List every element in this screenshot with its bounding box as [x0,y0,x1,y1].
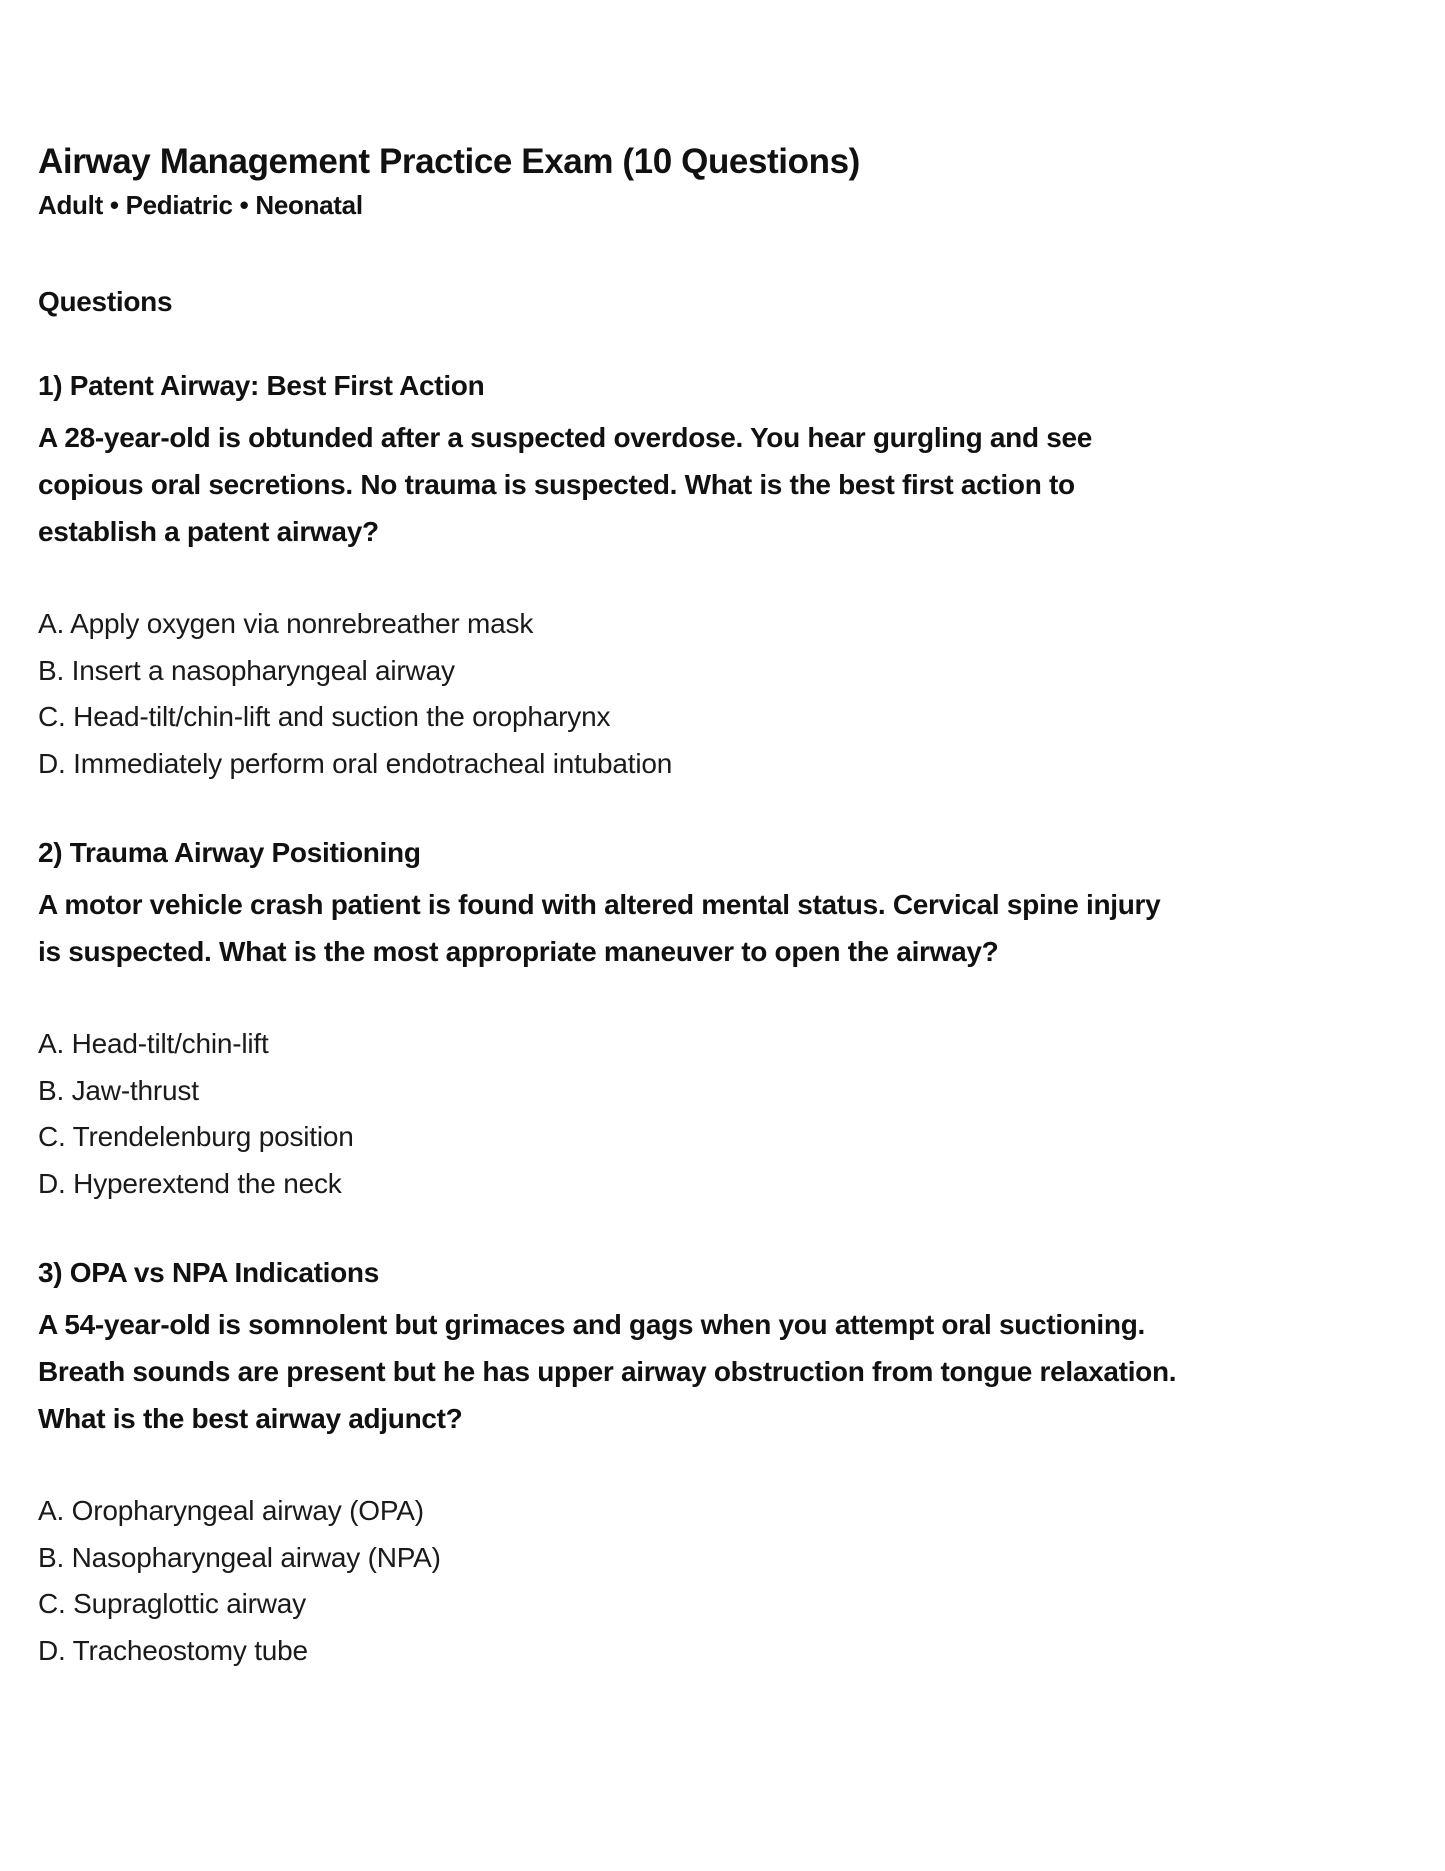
question-3-option-c: C. Supraglottic airway [38,1588,306,1619]
question-1-body: A 28-year-old is obtunded after a suspected overdose. You hear gurgling and see copious oral secretions. No trauma is suspected. What is the best first action to establish a patent airway? [38,422,1093,547]
page-title: Airway Management Practice Exam (10 Questions) [38,142,860,181]
question-block-3 [38,1255,1385,1674]
question-3-option-d: D. Tracheostomy tube [38,1634,308,1666]
question-1-heading: 1) Patent Airway: Best First Action [38,370,485,401]
question-1-options [38,601,1385,787]
question-1-option-c: C. Head-tilt/chin-lift and suction the oropharynx [38,701,611,732]
question-3-body: A 54-year-old is somnolent but grimaces and gags when you attempt oral suctioning. Breath sounds are present but he has upper airway obstruction from tongue relaxation. What is the best airway adjunct? [38,1309,1177,1434]
question-1-option-a: A. Apply oxygen via nonrebreather mask [38,608,534,639]
page-subtitle: Adult • Pediatric • Neonatal [38,190,363,220]
question-3-option-a: A. Oropharyngeal airway (OPA) [38,1495,424,1526]
questions-section-heading: Questions [38,286,173,317]
question-2-heading: 2) Trauma Airway Positioning [38,837,421,868]
question-block-2 [38,835,1385,1207]
question-2-option-d: D. Hyperextend the neck [38,1167,342,1199]
question-2-option-b: B. Jaw-thrust [38,1074,199,1106]
question-2-option-a: A. Head-tilt/chin-lift [38,1028,269,1059]
question-3-heading: 3) OPA vs NPA Indications [38,1257,380,1288]
question-3-option-b: B. Nasopharyngeal airway (NPA) [38,1541,441,1573]
question-block-1 [38,368,1385,787]
question-2-options [38,1021,1385,1207]
question-2-option-c: C. Trendelenburg position [38,1121,354,1152]
question-3-options [38,1488,1385,1674]
question-1-option-d: D. Immediately perform oral endotracheal intubation [38,747,673,779]
question-2-body: A motor vehicle crash patient is found with altered mental status. Cervical spine injury is suspected. What is the most appropriate maneuver to open the airway? [38,889,1161,967]
question-1-option-b: B. Insert a nasopharyngeal airway [38,654,455,686]
document-header [38,140,1385,222]
